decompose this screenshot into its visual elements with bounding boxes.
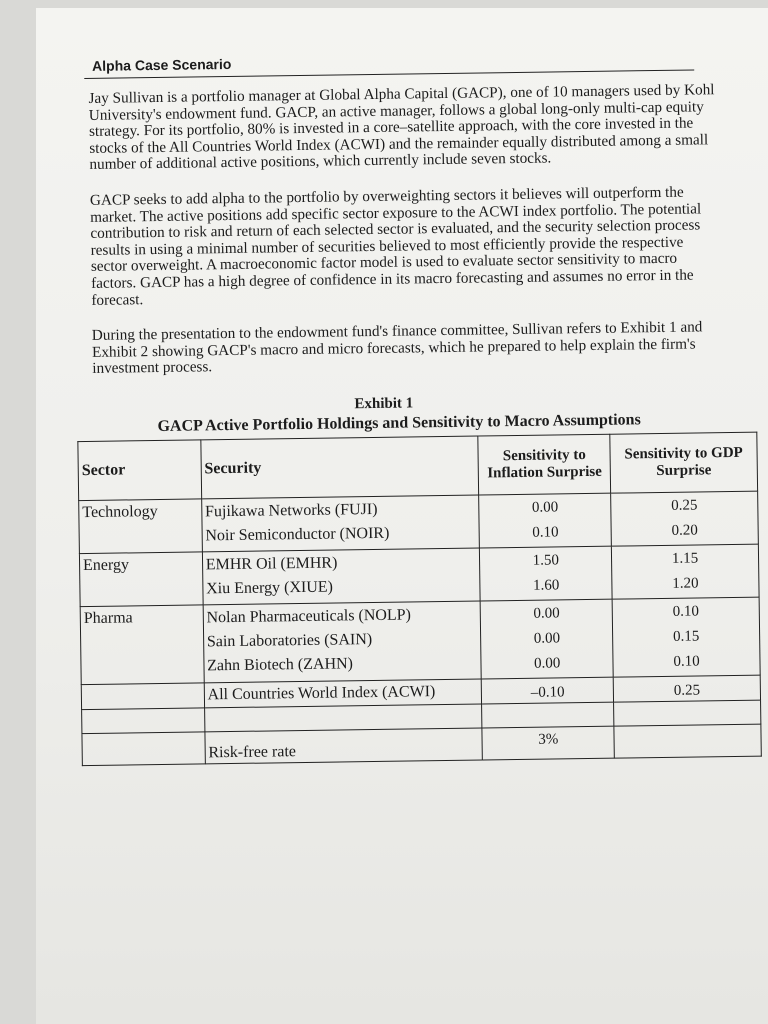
table-row-pharma <box>80 597 760 684</box>
inflation-acwi: –0.10 <box>482 677 614 704</box>
header-security: Security <box>201 436 479 499</box>
case-title: Alpha Case Scenario <box>91 55 232 74</box>
inflation-emhr: 1.50 <box>532 552 560 569</box>
security-noir: Noir Semiconductor (NOIR) <box>205 524 390 545</box>
empty-cell <box>482 702 614 728</box>
exhibit-table <box>77 432 761 766</box>
sector-technology: Technology <box>82 502 158 521</box>
table-row-technology <box>79 491 759 553</box>
inflation-zahn: 0.00 <box>533 655 561 672</box>
inflation-noir: 0.10 <box>532 524 559 541</box>
risk-free-value: 3% <box>482 726 614 760</box>
security-xiue: Xiu Energy (XIUE) <box>206 578 334 598</box>
empty-cell <box>82 732 205 766</box>
gdp-sain: 0.15 <box>672 628 700 645</box>
gdp-zahn: 0.10 <box>673 653 700 670</box>
gdp-noir: 0.20 <box>671 522 698 539</box>
paragraph-alpha: GACP seeks to add alpha to the portfolio by overweighting sectors it believes will outperform the market. The active positions add specific sector exposure to the ACWI index portfolio. The potential contribution to risk and return of each selected sector is evaluated, and the security selection process results in using a minimal number of securities believed to most efficiently provide the respective sector overweight. A macroeconomic factor model is used to evaluate sector sensitivity to macro factors. GACP has a high degree of confidence in its macro forecasting and assumes no error in the forecast. <box>89 183 702 309</box>
risk-free-label: Risk-free rate <box>205 728 483 764</box>
gdp-emhr: 1.15 <box>671 550 699 567</box>
inflation-sain: 0.00 <box>533 630 561 647</box>
empty-cell <box>614 700 761 726</box>
empty-cell <box>82 708 205 734</box>
security-sain: Sain Laboratories (SAIN) <box>206 630 373 651</box>
inflation-xiue: 1.60 <box>532 577 560 594</box>
sector-pharma: Pharma <box>83 609 133 627</box>
security-emhr: EMHR Oil (EMHR) <box>205 554 338 574</box>
document-page <box>36 8 768 1024</box>
exhibit-number: Exhibit 1 <box>354 395 414 413</box>
security-zahn: Zahn Biotech (ZAHN) <box>207 655 354 675</box>
header-sector: Sector <box>78 440 202 501</box>
paragraph-presentation: During the presentation to the endowment fund's finance committee, Sullivan refers to Exhibit 1 and Exhibit 2 showing GACP's macro and micro forecasts, which he prepared to help explain the firm's investment process. <box>91 318 703 378</box>
table-header-row <box>78 432 758 500</box>
security-acwi: All Countries World Index (ACWI) <box>204 679 482 708</box>
empty-cell <box>81 683 204 710</box>
inflation-fuji: 0.00 <box>531 499 559 516</box>
security-fuji: Fujikawa Networks (FUJI) <box>204 500 378 521</box>
gdp-xiue: 1.20 <box>672 575 699 592</box>
paragraph-intro: Jay Sullivan is a portfolio manager at Global Alpha Capital (GACP), one of 10 managers used by Kohl University's endowment fund. GACP, an active manager, follows a global long-only multi-cap equity strategy. For its portfolio, 80% is invested in a core–satellite approach, with the core invested in the stocks of the All Countries World Index (ACWI) and the remainder equally distributed among a small number of additional active positions, which currently include seven stocks. <box>88 81 715 174</box>
gdp-fuji: 0.25 <box>671 497 698 514</box>
header-gdp-sensitivity: Sensitivity to GDP Surprise <box>610 432 758 493</box>
table-row-energy <box>79 544 759 606</box>
document-content <box>81 49 743 766</box>
header-inflation-sensitivity: Sensitivity to Inflation Surprise <box>478 434 611 495</box>
empty-cell <box>614 724 761 758</box>
security-nolp: Nolan Pharmaceuticals (NOLP) <box>206 606 412 627</box>
gdp-nolp: 0.10 <box>672 603 700 620</box>
gdp-acwi: 0.25 <box>613 675 760 702</box>
inflation-nolp: 0.00 <box>533 605 560 622</box>
sector-energy: Energy <box>82 556 130 574</box>
exhibit-title: GACP Active Portfolio Holdings and Sensitivity to Macro Assumptions <box>157 411 641 435</box>
